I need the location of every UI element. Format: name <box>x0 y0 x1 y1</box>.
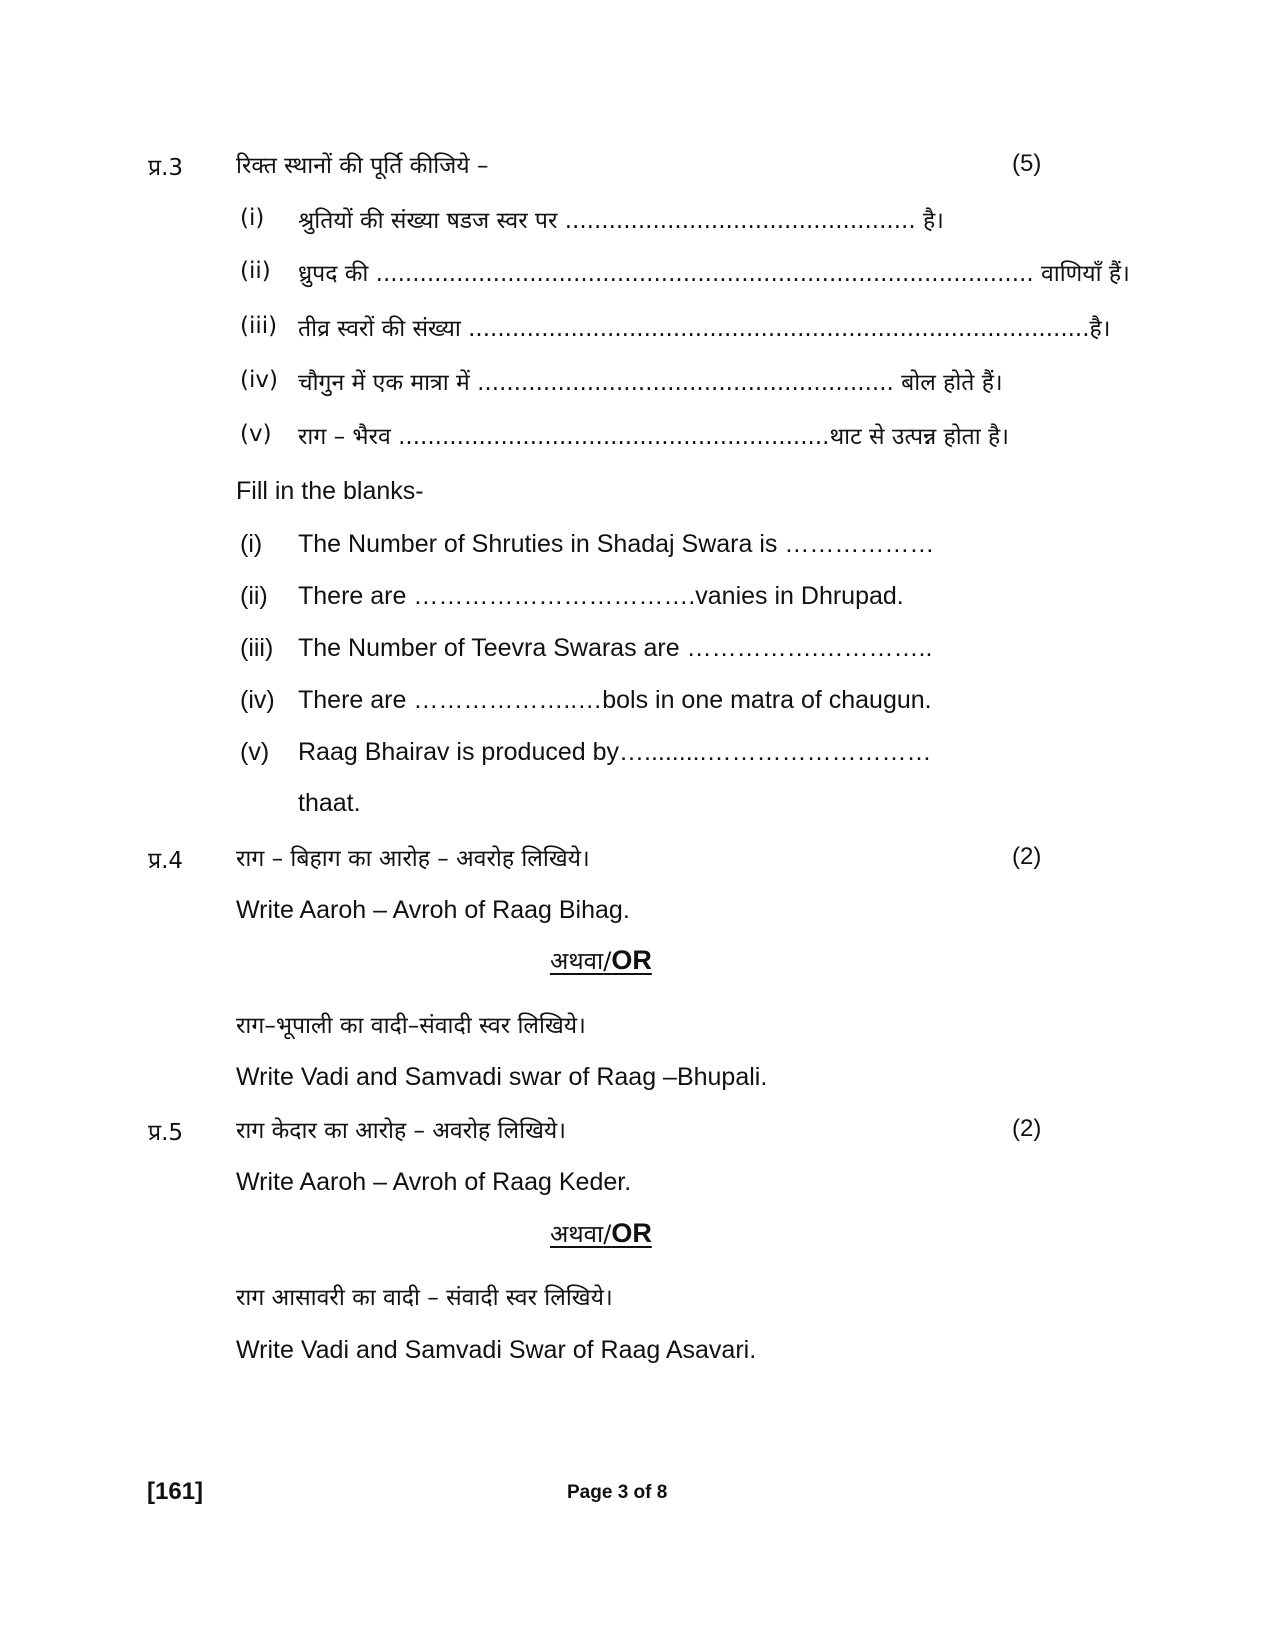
q3-number: प्र.3 <box>148 155 184 181</box>
q5-or-heading <box>550 1217 652 1250</box>
q4-or-slash: / <box>603 947 612 975</box>
q3-english-item-2-num: (ii) <box>240 582 268 610</box>
q3-hindi-item-1-num: (i) <box>240 205 265 231</box>
q4-number: प्र.4 <box>148 848 184 874</box>
q5-hindi: राग केदार का आरोह – अवरोह लिखिये। <box>236 1118 566 1144</box>
q3-english-item-3-text: The Number of Teevra Swaras are …………….………….. <box>298 634 933 662</box>
q3-english-item-5-continuation: thaat. <box>298 789 361 817</box>
q3-hindi-item-4-text: चौगुन में एक मात्रा में ......................................................... बोल होते हैं। <box>298 370 1003 396</box>
paper-code: [161] <box>147 1478 204 1505</box>
q3-hindi-item-5-text: राग – भैरव ...........................................................थाट से उत्पन्न होता है। <box>298 424 1009 450</box>
q4-alt-hindi: राग–भूपाली का वादी–संवादी स्वर लिखिये। <box>236 1013 586 1039</box>
q3-english-item-5-text: Raag Bhairav is produced by….........……………………… <box>298 738 932 766</box>
q5-or-english: OR <box>611 1218 652 1248</box>
q3-english-item-4-num: (iv) <box>240 686 275 714</box>
q5-marks: (2) <box>1012 1115 1042 1142</box>
q3-hindi-item-5-num: (v) <box>240 421 272 447</box>
page-number: Page 3 of 8 <box>567 1482 668 1503</box>
q5-english: Write Aaroh – Avroh of Raag Keder. <box>236 1168 632 1196</box>
q3-marks: (5) <box>1012 150 1042 177</box>
q3-hindi-item-2-text: ध्रुपद की .......................................................................................... वाणियाँ हैं। <box>298 261 1130 287</box>
q4-english: Write Aaroh – Avroh of Raag Bihag. <box>236 896 630 924</box>
q4-or-english: OR <box>611 945 652 975</box>
q5-number: प्र.5 <box>148 1120 184 1146</box>
q5-or-hindi: अथवा <box>550 1220 604 1248</box>
q3-english-item-1-text: The Number of Shruties in Shadaj Swara is ……………… <box>298 530 935 558</box>
q3-english-item-5-num: (v) <box>240 738 270 766</box>
q4-alt-english: Write Vadi and Samvadi swar of Raag –Bhupali. <box>236 1063 768 1091</box>
q3-english-item-3-num: (iii) <box>240 634 274 662</box>
q4-or-heading <box>550 944 652 977</box>
q3-english-item-4-text: There are ………………..…bols in one matra of chaugun. <box>298 686 932 714</box>
q3-hindi-item-1-text: श्रुतियों की संख्या षडज स्वर पर ................................................ है। <box>298 208 944 234</box>
q4-hindi: राग – बिहाग का आरोह – अवरोह लिखिये। <box>236 846 590 872</box>
q4-or-hindi: अथवा <box>550 947 604 975</box>
q3-english-heading: Fill in the blanks- <box>236 477 424 505</box>
q3-english-item-1-num: (i) <box>240 530 263 558</box>
q3-heading: रिक्त स्थानों की पूर्ति कीजिये – <box>236 153 489 179</box>
q4-marks: (2) <box>1012 843 1042 870</box>
q3-hindi-item-4-num: (iv) <box>240 367 278 393</box>
q5-alt-hindi: राग आसावरी का वादी – संवादी स्वर लिखिये। <box>236 1285 613 1311</box>
q3-english-item-2-text: There are …………………………….vanies in Dhrupad. <box>298 582 904 610</box>
q3-hindi-item-3-text: तीव्र स्वरों की संख्या .....................................................................................है। <box>298 316 1111 342</box>
q5-alt-english: Write Vadi and Samvadi Swar of Raag Asavari. <box>236 1336 757 1364</box>
q5-or-slash: / <box>603 1220 612 1248</box>
q3-hindi-item-2-num: (ii) <box>240 258 271 284</box>
q3-hindi-item-3-num: (iii) <box>240 313 278 339</box>
